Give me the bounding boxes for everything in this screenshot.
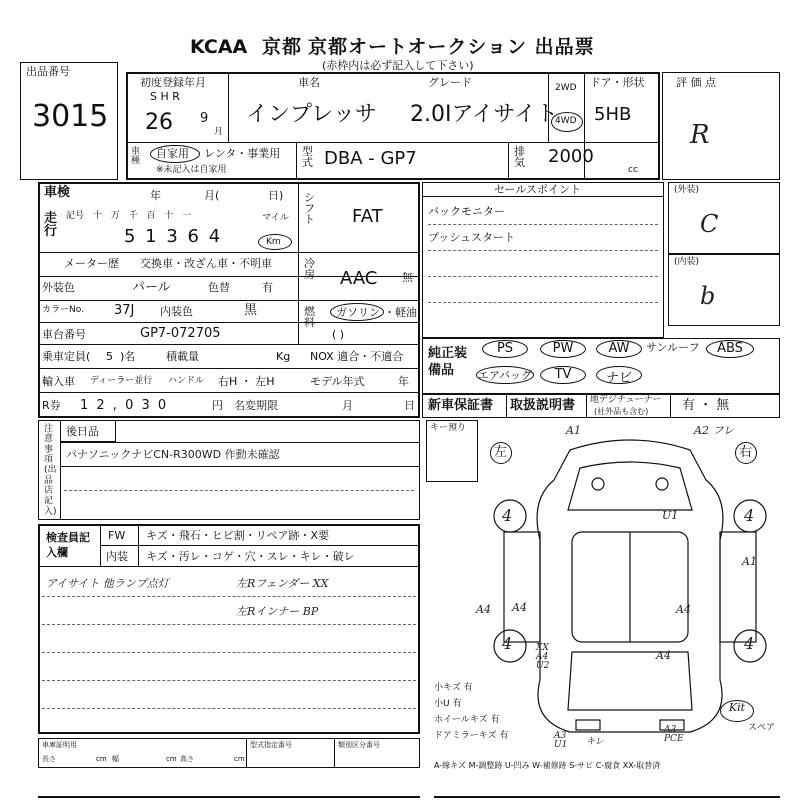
rating-label: 評 価 点 (676, 76, 716, 89)
car-name: インプレッサ (246, 102, 377, 127)
notes-line-1: 後日品 (66, 425, 99, 438)
model-label: 型式 (302, 145, 313, 169)
meter-options: 交換車・改ざん車・不明車 (140, 257, 272, 270)
mileage-label: 走行 (44, 211, 58, 239)
displacement: 2000 (548, 146, 594, 167)
inspector-label: 検査員記入欄 (46, 531, 90, 560)
usage-options: レンタ・事業用 (204, 147, 281, 160)
nox: NOX 適合・不適合 (310, 350, 404, 363)
interior-label: 内装 (106, 550, 128, 563)
rating-value: R (690, 120, 710, 150)
fuel: ガソリン (336, 306, 380, 319)
mark-12: 4 (744, 634, 755, 653)
transfer-label: 名変期限 (234, 399, 278, 412)
registration-year: 26 (145, 110, 173, 135)
color-no-label: カラーNo. (42, 305, 84, 315)
ext-color: パール (132, 280, 171, 295)
equip-airbag: エアバッグ (476, 366, 534, 384)
mark-13: XX A4 U2 (536, 643, 550, 671)
interior-grade: b (700, 282, 716, 310)
equipment-label: 純正装備品 (428, 346, 468, 378)
car-name-label: 車名 (298, 76, 320, 89)
inspector-note-3: 左Rインナー BP (236, 605, 319, 618)
inspection-month: 月( (204, 189, 220, 202)
handle: 右H ・ 左H (218, 375, 275, 388)
drive-2wd: 2WD (555, 83, 577, 93)
legend-small-1: 小キズ 有 (434, 683, 473, 693)
shift-label: シフト (304, 191, 315, 226)
lot-number: 3015 (32, 99, 109, 134)
footer-height: 高さ (180, 755, 194, 763)
mark-11: 4 (502, 634, 513, 653)
recycle: 1 2 , 0 3 0 (80, 398, 167, 413)
diagram-legend: A-線キズ M-調整跡 U-凹み W-補修跡 S-サビ C-腐食 XX-取替済 (434, 761, 661, 770)
mark-2: A2 フレ (694, 424, 734, 437)
lot-label: 出品番号 (26, 65, 70, 78)
interior-items: キズ・汚レ・コゲ・穴・スレ・キレ・破レ (146, 550, 355, 563)
capacity-unit: )名 (120, 350, 136, 363)
interior-grade-label: (内装) (674, 257, 700, 267)
fuel-other: ・軽油 (384, 306, 417, 319)
ext-color-label: 外装色 (42, 281, 75, 294)
capacity: 5 (106, 350, 113, 363)
equip-tv: TV (540, 366, 586, 384)
ac-none: 無 (402, 271, 413, 284)
diagram-left: 左 (494, 445, 508, 460)
chassis: GP7-072705 (140, 326, 221, 341)
import-dealer: ディーラー並行 (90, 376, 153, 386)
mileage-digits-label: 記号 十 万 千 百 十 一 (66, 211, 192, 221)
inspection-day: 日) (268, 189, 284, 202)
mileage: 5 1 3 6 4 (124, 226, 221, 247)
footer-length: 長さ (42, 755, 56, 763)
manual: 取扱説明書 (510, 398, 576, 413)
footer-class: 類別区分番号 (338, 741, 380, 749)
model: DBA - GP7 (324, 148, 417, 169)
fw-label: FW (108, 529, 126, 542)
mark-8: A4 (656, 649, 671, 662)
kit-mark: Kit (720, 700, 754, 722)
mark-4: A1 (742, 555, 757, 568)
meter-label: メーター歴 (64, 257, 119, 270)
equip-abs: ABS (706, 340, 754, 358)
page-subtitle: (赤枠内は必ず記入して下さい) (322, 59, 474, 72)
mark-15: キレ (586, 737, 604, 747)
tuner-value: 有 ・ 無 (682, 398, 730, 413)
import-label: 輸入車 (42, 375, 75, 388)
mark-10: 4 (744, 506, 755, 525)
equip-ps: PS (482, 340, 528, 358)
selling-point-1: バックモニター (428, 205, 505, 218)
legend-small-2: 小U 有 (434, 699, 462, 709)
mark-16: A3 PCE (664, 725, 684, 744)
recycle-unit: 円 (212, 399, 223, 412)
selling-point-2: プッシュスタート (428, 231, 516, 244)
usage-value: 自家用 (156, 147, 189, 160)
chassis-label: 車台番号 (42, 328, 86, 341)
mileage-unit: マイル (262, 213, 289, 223)
mark-7: A4 (676, 603, 691, 616)
color-no: 37J (114, 303, 135, 318)
inspection-year: 年 (150, 189, 161, 202)
key-label: キー預り (430, 423, 467, 433)
displacement-label: 排気 (514, 145, 525, 169)
usage-note: ※未記入は自家用 (156, 165, 227, 175)
registration-month: 9 (200, 111, 209, 126)
color-change-label: 色替 (208, 281, 230, 294)
mark-3: U1 (662, 509, 679, 522)
load-label: 積載量 (166, 350, 199, 363)
page-title: 京都オートオークション 出品票 (308, 36, 595, 58)
footer-width: 幅 (112, 755, 119, 763)
spare-label: スペア (748, 723, 776, 733)
registration-month-unit: 月 (214, 127, 224, 137)
registration-label: 初度登録年月 (140, 76, 206, 89)
diagram-right: 右 (739, 445, 753, 460)
tuner-note: (社外品も含む) (594, 407, 649, 416)
footer-width-unit: cm (166, 755, 177, 763)
logo-kyoto: 京都 (262, 36, 303, 58)
transfer-day: 日 (404, 399, 415, 412)
grade-label: グレード (428, 76, 472, 89)
equip-navi: ナビ (596, 366, 642, 384)
notes-label: 注意事項(出品店記入) (44, 424, 57, 517)
equip-pw: PW (540, 340, 586, 358)
mark-5: A4 (512, 601, 527, 614)
fuel-label: 燃料 (304, 305, 315, 329)
km: Km (266, 237, 281, 247)
warranty: 新車保証書 (428, 398, 494, 413)
equip-aw: AW (596, 340, 642, 358)
mark-1: A1 (566, 424, 581, 437)
doors: 5HB (594, 104, 632, 125)
model-year-unit: 年 (398, 375, 409, 388)
ac-label: 冷房 (304, 257, 315, 281)
legend-small-4: ドアミラーキズ 有 (434, 731, 509, 741)
grade: 2.0Iアイサイト (410, 102, 558, 127)
mark-9: 4 (502, 506, 513, 525)
mark-14: A3 U1 (554, 731, 568, 750)
fw-items: キズ・飛石・ヒビ割・リペア跡・X要 (146, 529, 330, 542)
equip-sunroof: サンルーフ (646, 341, 700, 354)
footer-cert: 車庫証明用 (42, 741, 77, 749)
footer-length-unit: cm (96, 755, 107, 763)
shift: FAT (352, 206, 383, 227)
drive-4wd: 4WD (555, 116, 577, 126)
exterior-grade: C (700, 210, 719, 238)
ac: AAC (340, 268, 378, 289)
recycle-label: R券 (42, 399, 61, 412)
capacity-label: 乗車定員( (42, 350, 91, 363)
tuner: 地デジチューナー (590, 395, 662, 405)
model-year-label: モデル年式 (310, 375, 365, 388)
mark-6: A4 (476, 603, 491, 616)
handle-label: ハンドル (168, 376, 205, 386)
int-color: 黒 (244, 303, 258, 318)
registration-era: S H R (150, 90, 180, 103)
inspection-label: 車検 (44, 185, 71, 200)
notes-line-2: パナソニックナビCN-R300WD 作動未確認 (66, 448, 280, 461)
doors-label: ドア・形状 (590, 76, 645, 89)
footer-model: 型式指定番号 (250, 741, 292, 749)
inspector-note-2: 左Rフェンダー XX (236, 577, 329, 590)
color-change: 有 (262, 281, 273, 294)
int-color-label: 内装色 (160, 305, 193, 318)
fuel-paren: ( ) (332, 328, 345, 341)
inspector-note-1: アイサイト 他ランプ点灯 (46, 577, 169, 590)
selling-points-label: セールスポイント (494, 183, 582, 196)
displacement-unit: cc (628, 165, 638, 175)
logo: KCAA (190, 36, 248, 58)
exterior-grade-label: (外装) (674, 185, 700, 195)
load-unit: Kg (276, 350, 291, 363)
footer-height-unit: cm (234, 755, 245, 763)
legend-small-3: ホイールキズ 有 (434, 715, 500, 725)
transfer-month: 月 (342, 399, 353, 412)
usage-label: 車種 (131, 147, 141, 166)
